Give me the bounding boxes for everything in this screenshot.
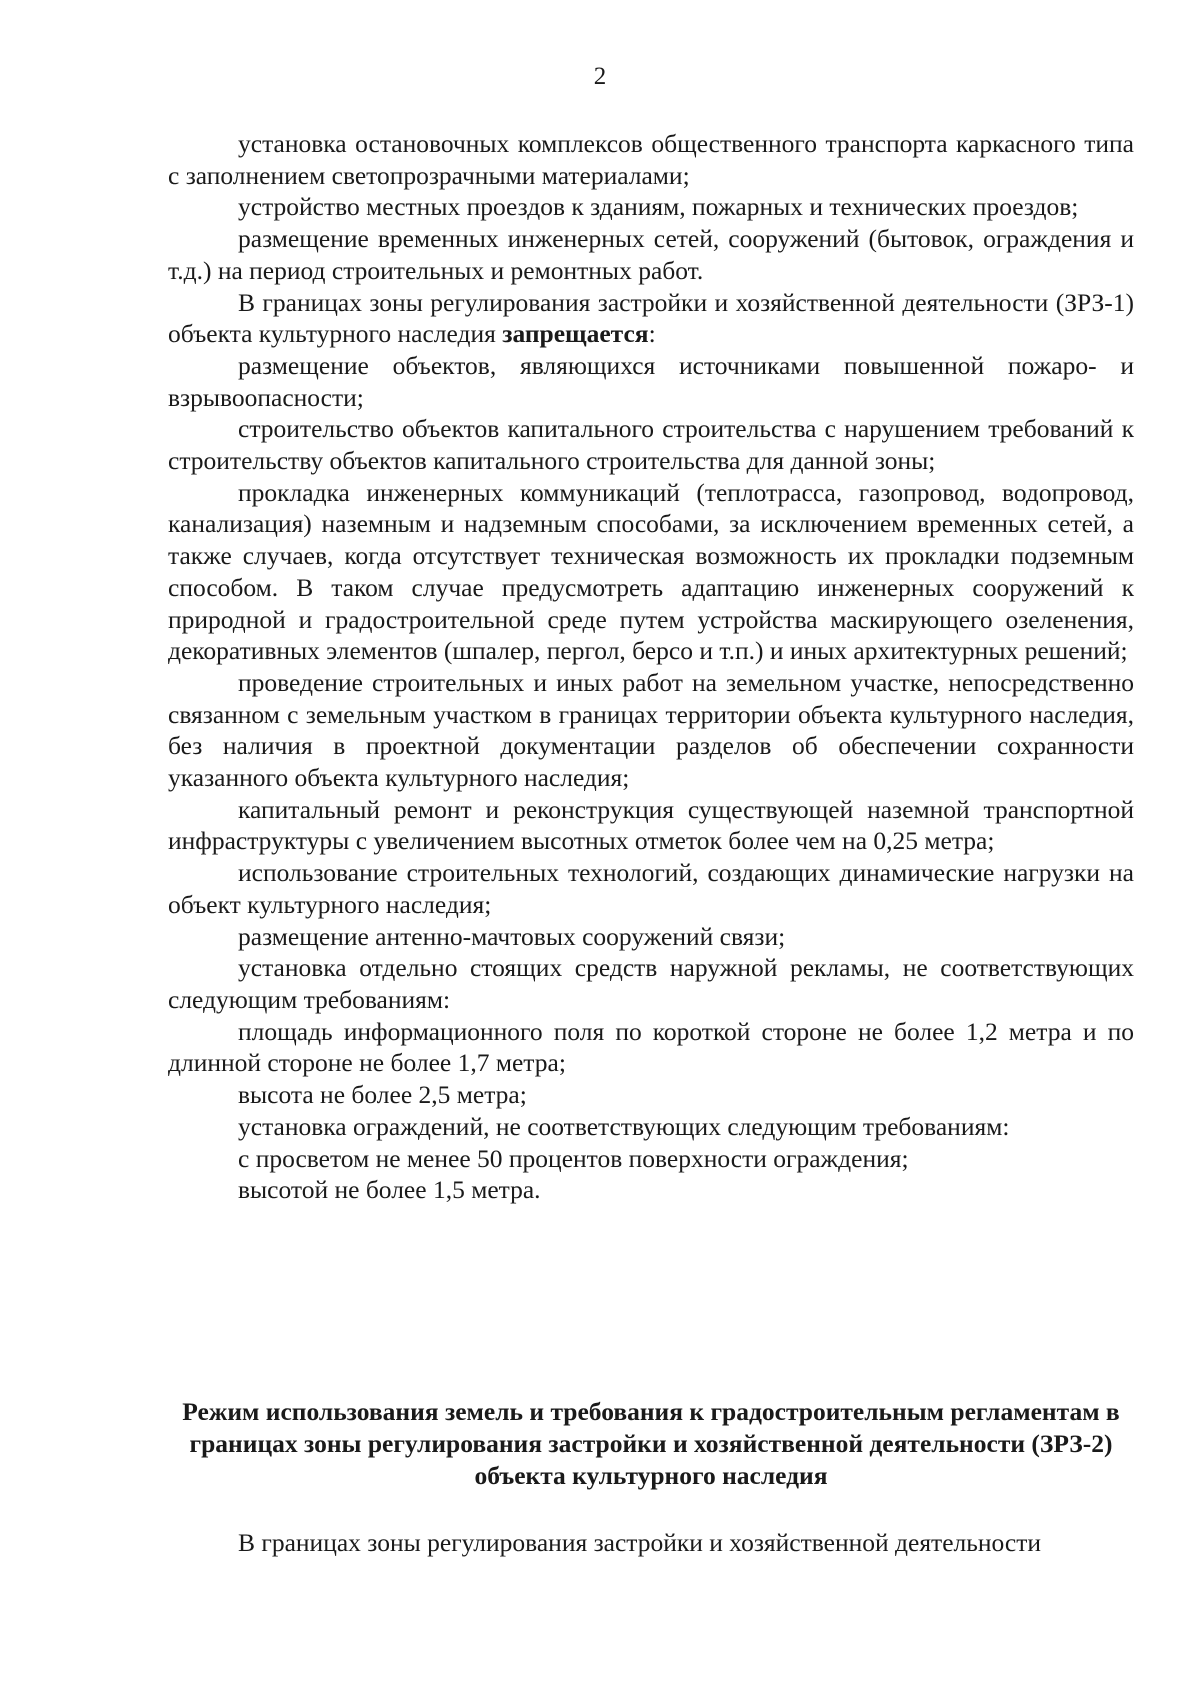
paragraph: использование строительных технологий, создающих динамические нагрузки на объект культурного наследия;: [168, 858, 1134, 919]
paragraph: с просветом не менее 50 процентов поверхности ограждения;: [238, 1143, 909, 1173]
paragraph: размещение временных инженерных сетей, сооружений (бытовок, ограждения и т.д.) на период строительных и ремонтных работ.: [168, 224, 1134, 285]
paragraph: площадь информационного поля по короткой стороне не более 1,2 метра и по длинной стороне не более 1,7 метра;: [168, 1016, 1134, 1078]
paragraph: проведение строительных и иных работ на земельном участке, непосредственно связанном с земельным участком в границах территории объекта культурного наследия, без наличия в проектной документации разделов об обеспечении сохранности указанного объекта культурного наследия;: [168, 667, 1134, 793]
paragraph: установка остановочных комплексов общественного транспорта каркасного типа с заполнением светопрозрачными материалами;: [168, 129, 1134, 190]
paragraph-text: В границах зоны регулирования застройки и хозяйственной деятельности (ЗРЗ-1) объекта культурного наследия: [168, 287, 1134, 349]
paragraph: установка отдельно стоящих средств наружной рекламы, не соответствующих следующим требованиям:: [168, 953, 1134, 1014]
paragraph: высотой не более 1,5 метра.: [238, 1175, 541, 1205]
prohibited-word: запрещается: [502, 319, 649, 349]
paragraph: установка ограждений, не соответствующих следующим требованиям:: [238, 1111, 1010, 1141]
page-number: 2: [593, 63, 607, 90]
paragraph: размещение антенно-мачтовых сооружений связи;: [238, 921, 786, 951]
colon: :: [648, 319, 656, 349]
paragraph: устройство местных проездов к зданиям, пожарных и технических проездов;: [238, 192, 1079, 222]
section-intro: В границах зоны регулирования застройки и хозяйственной деятельности: [238, 1528, 1042, 1557]
paragraph: размещение объектов, являющихся источниками повышенной пожаро- и взрывоопасности;: [168, 350, 1134, 412]
paragraph: прокладка инженерных коммуникаций (теплотрасса, газопровод, водопровод, канализация) наземным и надземным способами, за исключением временных сетей, а также случаев, когда отсутствует техническая возможность их прокладки подземным способом. В таком случае предусмотреть адаптацию инженерных сооружений к природной и градостроительной среде путем устройства маскирующего озеленения, декоративных элементов (шпалер, пергол, берсо и т.п.) и иных архитектурных решений;: [168, 477, 1134, 666]
body-text: [168, 128, 1134, 1206]
paragraph: капитальный ремонт и реконструкция существующей наземной транспортной инфраструктуры с увеличением высотных отметок более чем на 0,25 метра;: [168, 794, 1134, 856]
section-heading: Режим использования земель и требования к градостроительным регламентам в границах зоны регулирования застройки и хозяйственной деятельности (ЗРЗ-2) объекта культурного наследия: [182, 1397, 1120, 1490]
paragraph: высота не более 2,5 метра;: [238, 1080, 527, 1110]
paragraph-zrz1-intro: [168, 287, 1134, 350]
paragraph: строительство объектов капитального строительства с нарушением требований к строительству объектов капитального строительства для данной зоны;: [168, 414, 1134, 476]
